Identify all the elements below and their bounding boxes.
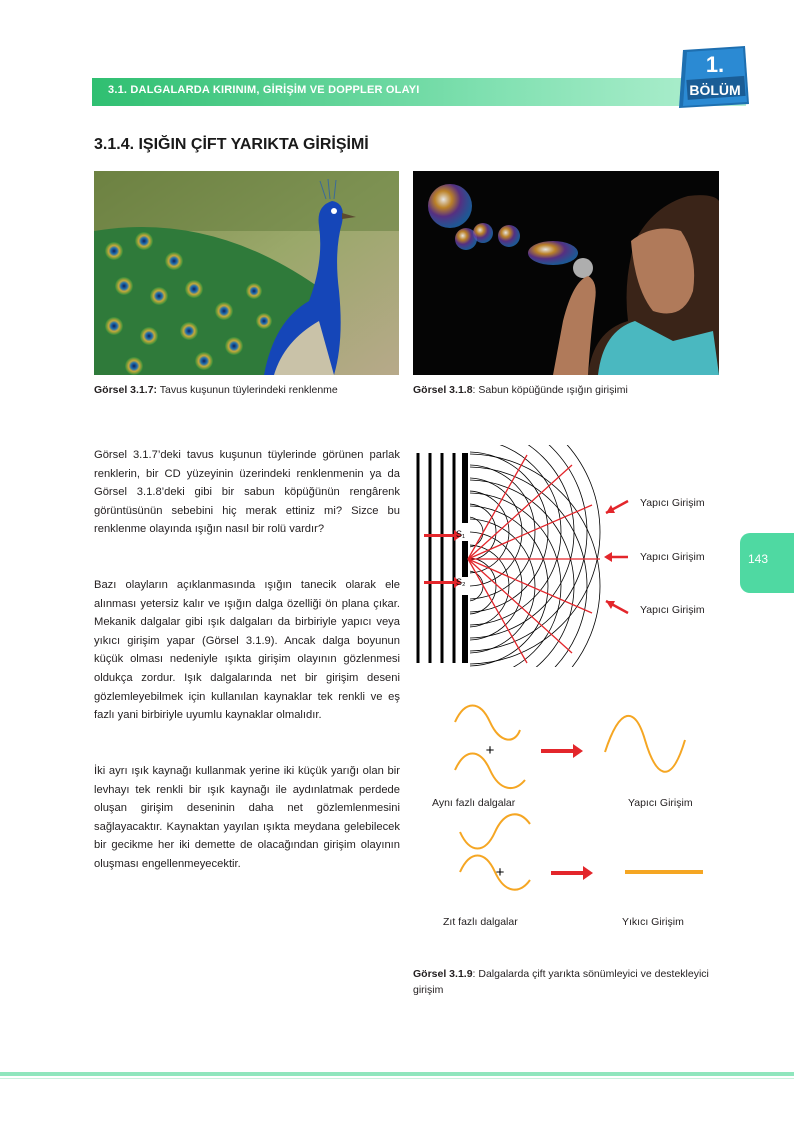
slit-1-label: S₁	[456, 529, 466, 539]
footer-line	[0, 1072, 794, 1076]
figure-label-2: Görsel 3.1.8	[413, 384, 473, 396]
figure-label-3: Görsel 3.1.9	[413, 968, 473, 980]
double-slit-diagram	[412, 445, 652, 667]
constructive-label-3: Yapıcı Girişim	[640, 604, 705, 616]
destructive-result-label: Yıkıcı Girişim	[622, 916, 684, 928]
figure-caption-2	[413, 384, 628, 396]
opposite-phase-label: Zıt fazlı dalgalar	[443, 916, 518, 928]
bubble-photo	[413, 171, 719, 375]
constructive-label-1: Yapıcı Girişim	[640, 497, 705, 509]
chapter-badge	[675, 44, 755, 112]
constructive-label-2: Yapıcı Girişim	[640, 551, 705, 563]
paragraph-3: İki ayrı ışık kaynağı kullanmak yerine iki küçük yarığı olan bir levhayı tek renkli bir ışık kaynağı ile aydınlatmak perdede oluşan girişim deseninin daha net gözlemlenmesini sağlayacaktır. Kaynaktan yayılan ışıkta meydana gelebilecek bir gecikme her iki demette de olacağından girişim olayının oluşması engellenmeyecektir.	[94, 765, 400, 870]
figure-label-1: Görsel 3.1.7:	[94, 384, 158, 396]
figure-text-1: Tavus kuşunun tüylerindeki renklenme	[157, 384, 338, 396]
page-number: 143	[748, 552, 769, 566]
plus-sign-1: +	[485, 742, 495, 759]
section-title: 3.1.4. IŞIĞIN ÇİFT YARIKTA GİRİŞİMİ	[94, 136, 369, 153]
figure-text-3: : Dalgalarda çift yarıkta sönümleyici ve destekleyici girişim	[413, 968, 709, 996]
paragraph-1: Görsel 3.1.7’deki tavus kuşunun tüylerinde görünen parlak renklerin, bir CD yüzeyinin üzerindeki renklenmenin ya da Görsel 3.1.8’deki gibi bir sabun köpüğünün rengârenk görüntüsünün sebebini hiç merak ettiniz mi? Sizce bu renklenme olayında ışığın nasıl bir rolü vardır?	[94, 449, 400, 536]
figure-caption-1	[94, 384, 338, 396]
section-header: 3.1. DALGALARDA KIRINIM, GİRİŞİM VE DOPPLER OLAYI	[108, 84, 420, 96]
paragraph-2: Bazı olayların açıklanmasında ışığın tanecik olarak ele alınması yetersiz kalır ve ışığın dalga özelliği ön plana çıkar. Mekanik dalgalar gibi ışık dalgaları da birbiriyle yapıcı veya yıkıcı girişim yapar (Görsel 3.1.9). Ancak dalga boyunun küçük olması nedeniyle ışıkta girişim olayının gözlenmesi oldukça zordur. Işık dalgalarında net bir girişim deseni gözlemleyebilmek için kullanılan kaynaklar tek renkli ve eş fazlı yani birbiriyle uyumlu kaynaklar olmalıdır.	[94, 579, 400, 722]
chapter-number: 1.	[705, 52, 725, 77]
same-phase-label: Aynı fazlı dalgalar	[432, 797, 516, 809]
peacock-photo	[94, 171, 399, 375]
figure-text-2: : Sabun köpüğünde ışığın girişimi	[472, 384, 628, 396]
plus-sign-2: +	[495, 864, 505, 881]
chapter-label: BÖLÜM	[689, 82, 741, 98]
constructive-result-label: Yapıcı Girişim	[628, 797, 693, 809]
slit-2-label: S₂	[456, 577, 466, 587]
footer-line-thin	[0, 1078, 794, 1079]
figure-caption-3	[413, 966, 719, 998]
